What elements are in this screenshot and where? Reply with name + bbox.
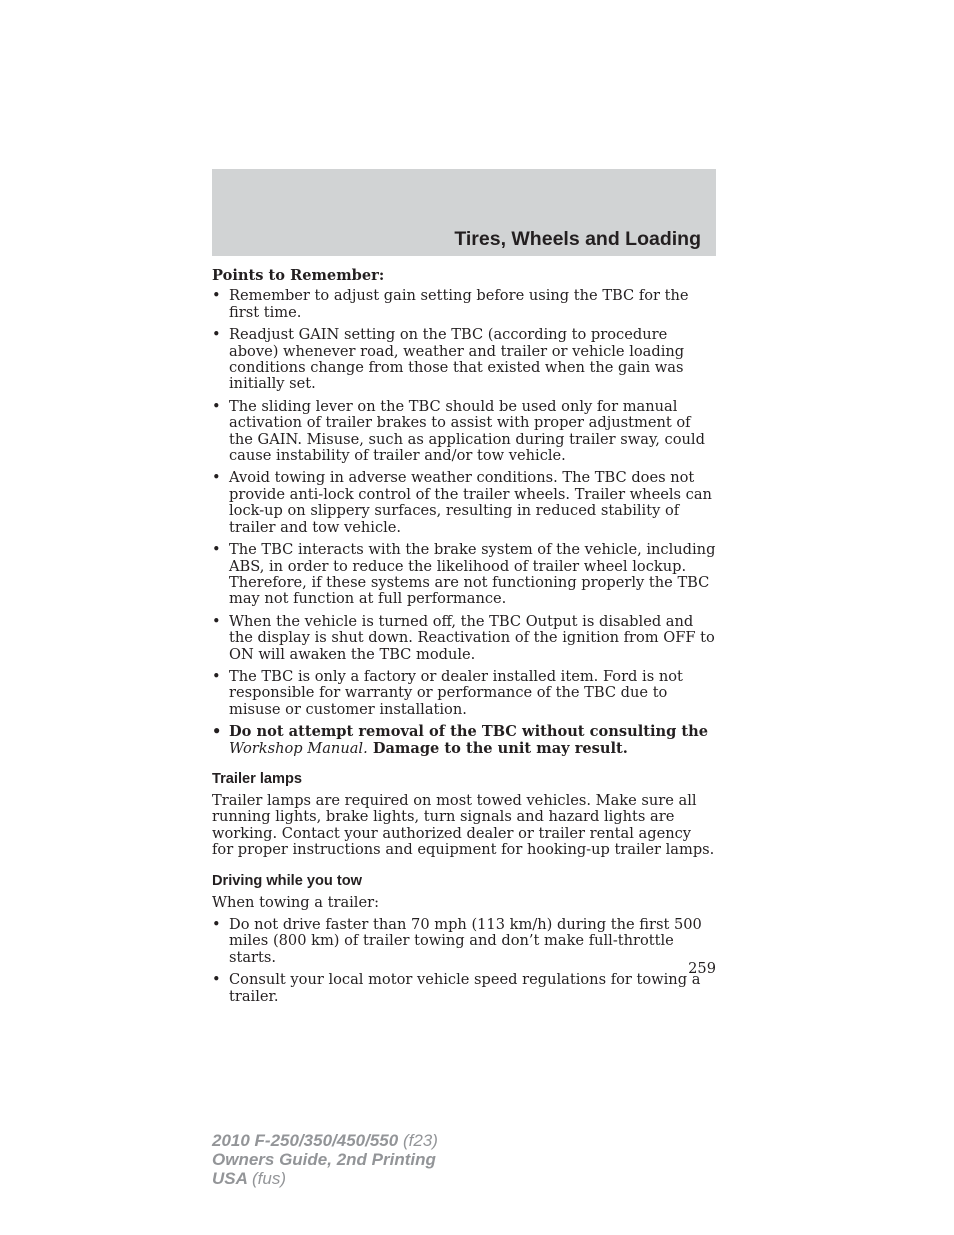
document-footer bbox=[212, 1131, 438, 1188]
workshop-manual-reference: Workshop Manual. bbox=[229, 739, 368, 757]
chapter-header-band bbox=[212, 169, 716, 256]
driving-intro: When towing a trailer: bbox=[212, 893, 380, 911]
list-item bbox=[212, 614, 716, 663]
points-to-remember-title: Points to Remember: bbox=[212, 267, 385, 284]
list-item-text: Avoid towing in adverse weather conditions. The TBC does not provide anti-lock control of the trailer wheels. Trailer wheels can lock-up on slippery surfaces, resulting in reduced stability of trailer and tow vehicle. bbox=[229, 469, 712, 536]
list-item-text: Remember to adjust gain setting before using the TBC for the first time. bbox=[229, 287, 689, 321]
bullet-icon: • bbox=[212, 469, 221, 487]
list-item-text: When the vehicle is turned off, the TBC Output is disabled and the display is shut down. Reactivation of the ignition from OFF to ON will awaken the TBC module. bbox=[229, 612, 715, 663]
bullet-icon: • bbox=[212, 916, 221, 933]
footer-line-model bbox=[212, 1131, 438, 1150]
list-item bbox=[212, 542, 716, 608]
points-list bbox=[212, 288, 716, 757]
list-item bbox=[212, 470, 716, 536]
list-item bbox=[212, 917, 716, 966]
list-item bbox=[212, 972, 716, 1005]
bullet-icon: • bbox=[212, 541, 221, 559]
driving-list bbox=[212, 917, 716, 1005]
page-number: 259 bbox=[688, 960, 716, 977]
trailer-lamps-heading: Trailer lamps bbox=[212, 770, 303, 787]
list-item-text: The TBC is only a factory or dealer installed item. Ford is not responsible for warranty or performance of the TBC due to misuse or customer installation. bbox=[229, 667, 683, 718]
warning-text-part1: Do not attempt removal of the TBC without consulting the bbox=[229, 723, 709, 741]
list-item bbox=[212, 399, 716, 465]
footer-line-printing: Owners Guide, 2nd Printing bbox=[212, 1150, 436, 1169]
page-content bbox=[212, 268, 716, 1011]
bullet-icon: • bbox=[212, 326, 221, 344]
bullet-icon: • bbox=[212, 397, 221, 415]
bullet-icon: • bbox=[212, 723, 222, 741]
list-item-text: The sliding lever on the TBC should be used only for manual activation of trailer brakes to assist with proper adjustment of the GAIN. Misuse, such as application during trailer sway, could cause instability of trailer and/or tow vehicle. bbox=[229, 397, 705, 465]
footer-model-code: (f23) bbox=[402, 1131, 438, 1150]
trailer-lamps-body: Trailer lamps are required on most towed vehicles. Make sure all running lights, brake lights, turn signals and hazard lights are working. Contact your authorized dealer or trailer rental agency for proper instructions and equipment for hooking-up trailer lamps. bbox=[212, 791, 715, 859]
bullet-icon: • bbox=[212, 612, 221, 630]
driving-while-you-tow-heading: Driving while you tow bbox=[212, 872, 362, 889]
list-item-text: Do not drive faster than 70 mph (113 km/h) during the first 500 miles (800 km) of trailer towing and don’t make full-throttle starts. bbox=[229, 916, 702, 966]
bullet-icon: • bbox=[212, 667, 221, 685]
list-item bbox=[212, 288, 716, 321]
bullet-icon: • bbox=[212, 971, 221, 989]
warning-list-item bbox=[212, 724, 716, 757]
list-item-text: Consult your local motor vehicle speed regulations for towing a trailer. bbox=[229, 971, 701, 1005]
chapter-title: Tires, Wheels and Loading bbox=[454, 228, 701, 250]
list-item-text: The TBC interacts with the brake system of the vehicle, including ABS, in order to reduce the likelihood of trailer wheel lockup. Therefore, if these systems are not functioning properly the TBC may not function at full performance. bbox=[229, 541, 716, 608]
list-item-text: Readjust GAIN setting on the TBC (according to procedure above) whenever road, weather and trailer or vehicle loading conditions change from those that existed when the gain was initially set. bbox=[229, 326, 685, 393]
bullet-icon: • bbox=[212, 287, 221, 305]
footer-model: 2010 F-250/350/450/550 bbox=[212, 1131, 399, 1150]
list-item bbox=[212, 327, 716, 393]
footer-line-region bbox=[212, 1169, 438, 1188]
footer-region: USA bbox=[212, 1169, 248, 1188]
list-item bbox=[212, 669, 716, 718]
warning-text-part2: Damage to the unit may result. bbox=[372, 739, 628, 757]
footer-region-code: (fus) bbox=[252, 1169, 286, 1188]
